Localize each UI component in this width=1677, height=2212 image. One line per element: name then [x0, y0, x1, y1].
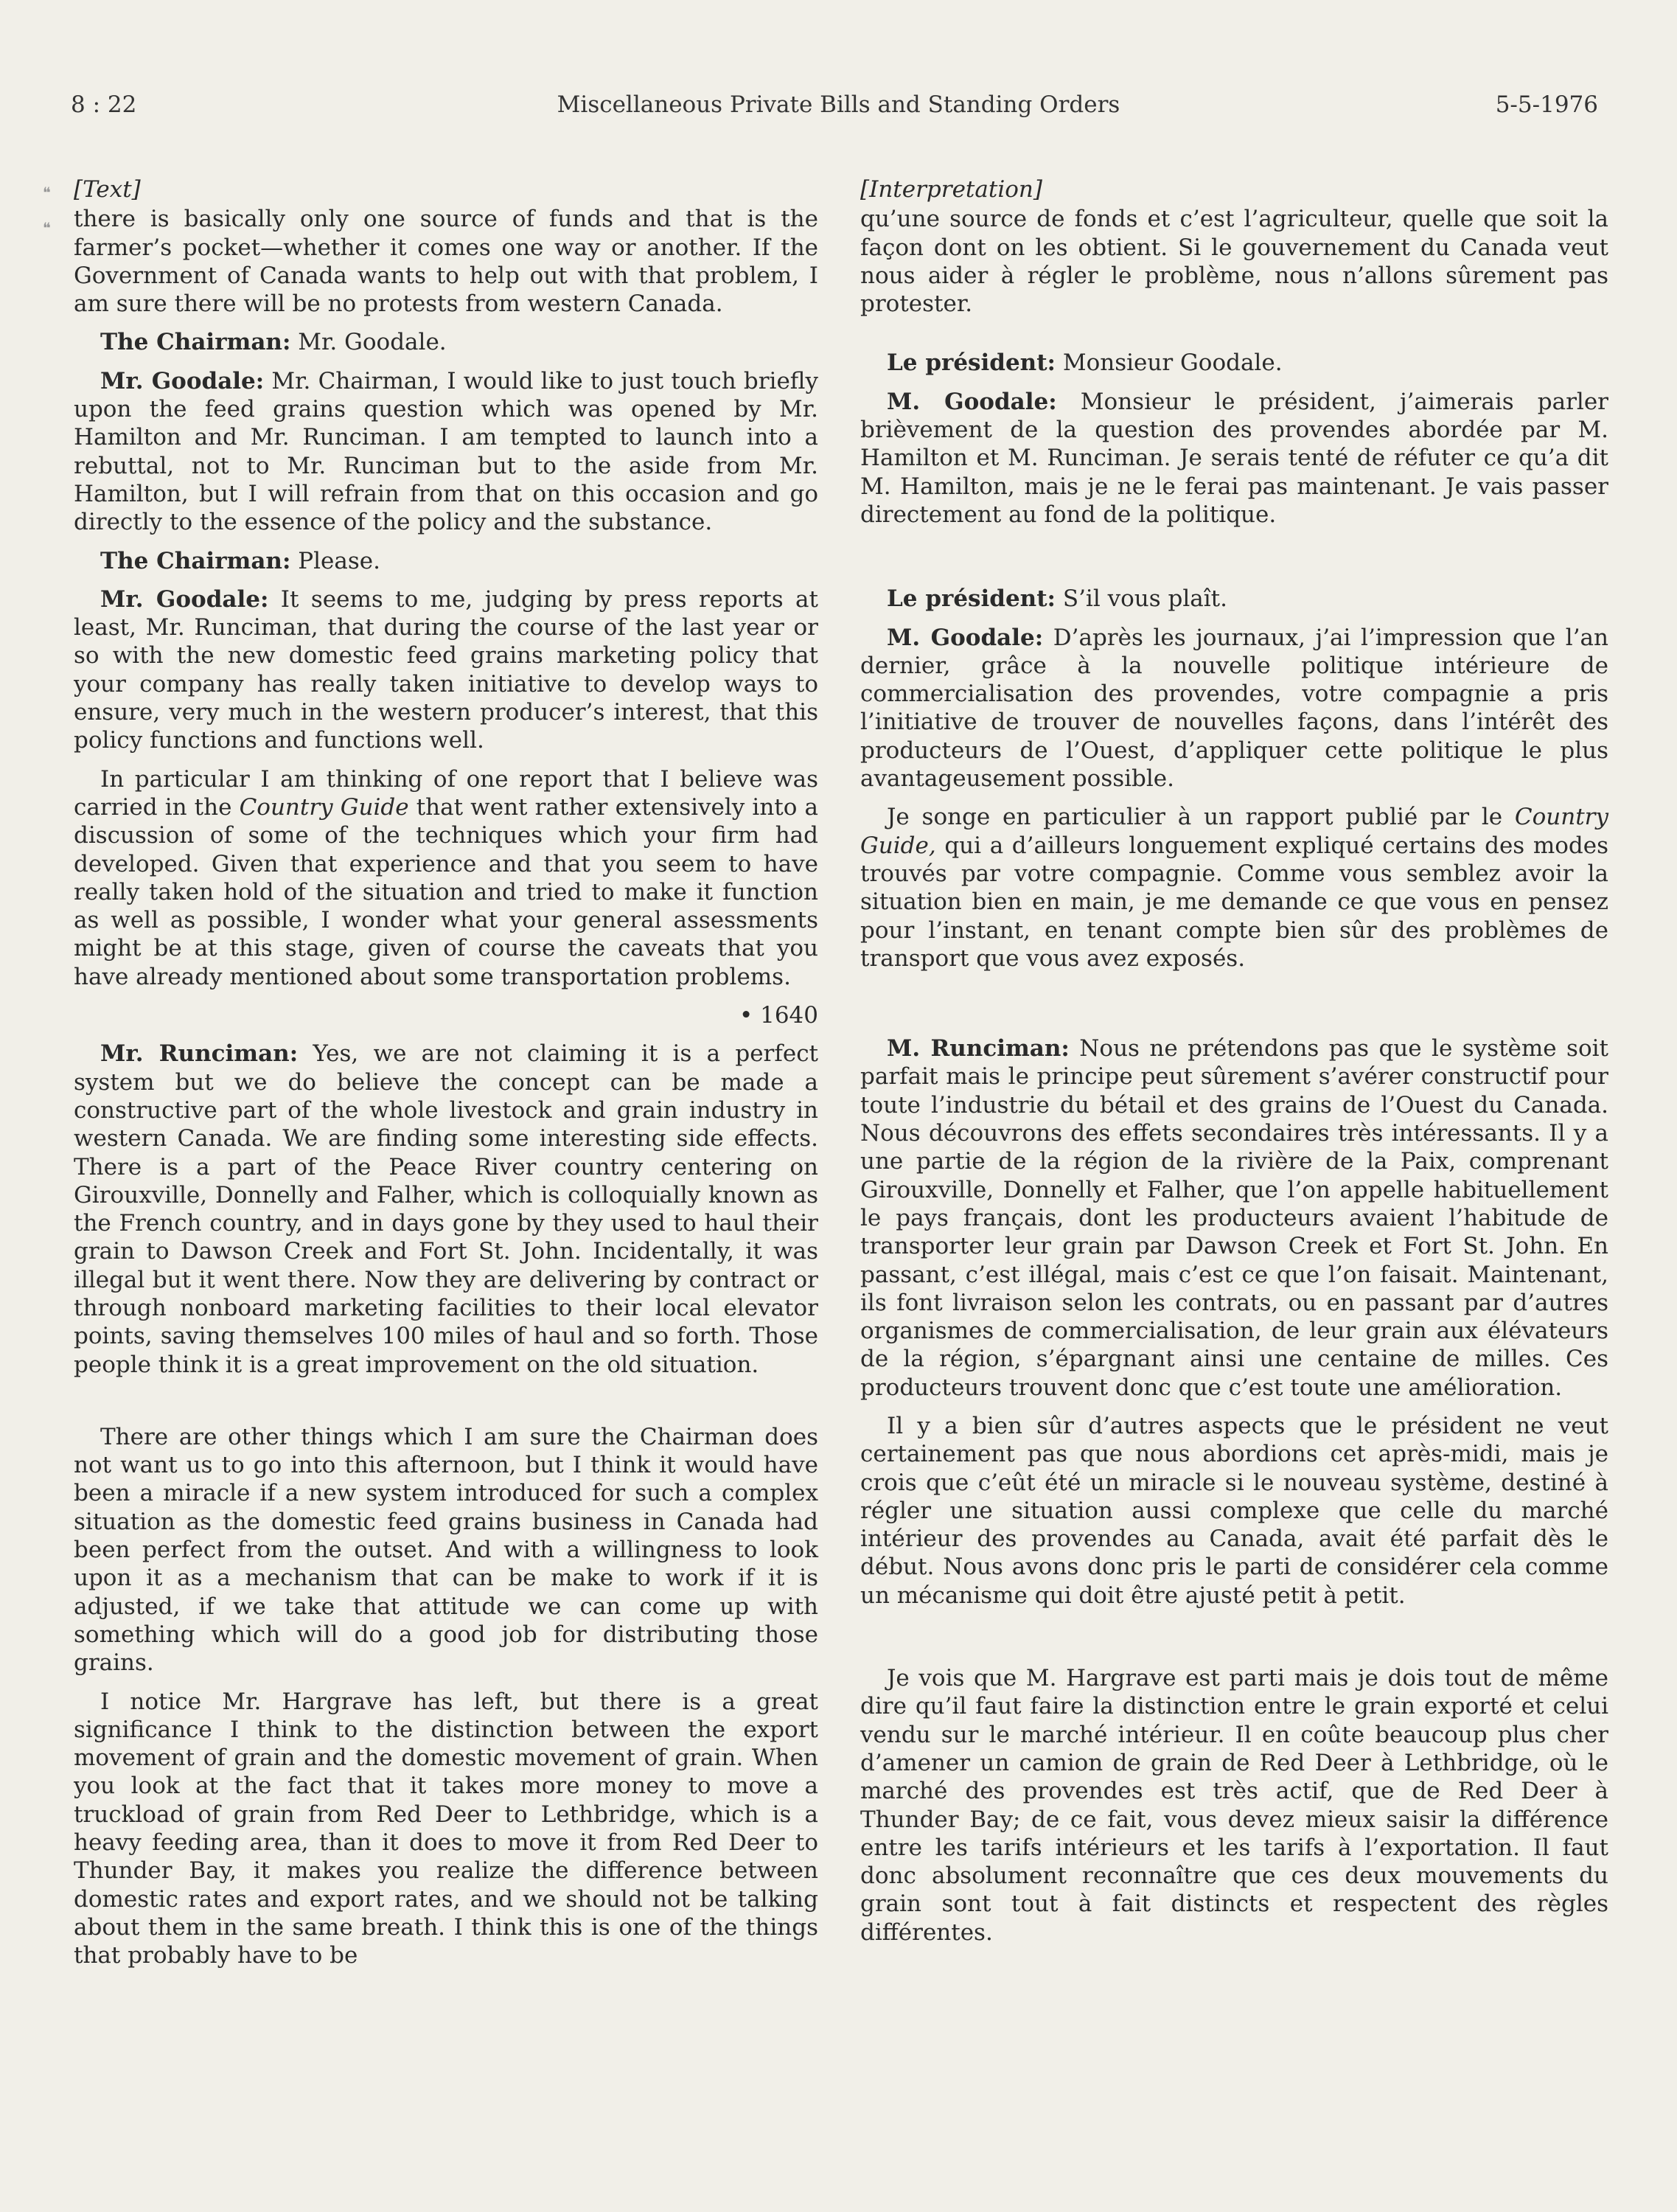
paragraph: I notice Mr. Hargrave has left, but there is a great significance I think to the distinction between the export movement of grain and the domestic movement of grain. When you look at the fact that it takes more money to move a truckload of grain from Red Deer to Lethbridge, which is a heavy feeding area, than it does to move it from Red Deer to Thunder Bay, it makes you realize the difference between domestic rates and export rates, and we should not be talking about them in the same breath. I think this is one of the things that probably have to be: [74, 1688, 818, 1969]
speech: It seems to me, judging by press reports at least, Mr. Runciman, that during the course of the last year or so with the new domestic feed grains marketing policy that your company has really taken initiative to develop ways to ensure, very much in the western producer’s interest, that this policy functions and functions well.: [74, 585, 819, 754]
paragraph: [860, 585, 1608, 613]
running-title: Miscellaneous Private Bills and Standing Orders: [557, 91, 1120, 118]
paragraph: [860, 803, 1608, 973]
publication-title: Country Guide,: [860, 804, 1608, 859]
paragraph: [74, 367, 818, 537]
speech: Monsieur le président, j’aimerais parler brièvement de la question des provendes abordée par M. Hamilton et M. Runciman. Je serais tenté de réfuter ce qu’a dit M. Hamilton, mais je ne le ferai pas maintenant. Je vais passer directement au fond de la politique.: [860, 388, 1609, 528]
paragraph: qu’une source de fonds et c’est l’agriculteur, quelle que soit la façon dont on les obtient. Si le gouvernement du Canada veut nous aider à régler le problème, nous n’allons sûrement pas protester.: [860, 206, 1608, 318]
paragraph: [74, 585, 818, 755]
text-run: qui a d’ailleurs longuement expliqué certains des modes trouvés par votre compagnie. Comme vous semblez avoir la situation bien en main, je me demande ce que vous en pensez pour l’instant, en tenant compte bien sûr des problèmes de transport que vous avez exposés.: [860, 832, 1608, 972]
speech: Mr. Goodale.: [290, 329, 447, 356]
speaker: M. Goodale:: [887, 388, 1057, 415]
speech: Nous ne prétendons pas que le système soit parfait mais le principe peut sûrement s’avérer constructif pour toute l’industrie du bétail et des grains de l’Ouest du Canada. Nous découvrons des effets secondaires très intéressants. Il y a une partie de la région de la rivière de la Paix, comprenant Girouxville, Donnelly et Falher, que l’on appelle habituellement le pays français, dont les producteurs avaient l’habitude de transporter leur grain par Dawson Creek et Fort St. John. En passant, c’est illégal, mais c’est ce que l’on faisait. Maintenant, ils font livraison selon les contrats, ou en passant par d’autres organismes de commercialisation, de leur grain aux élévateurs de la région, s’épargnant ainsi une centaine de milles. Ces producteurs trouvent donc que c’est toute une amélioration.: [860, 1035, 1609, 1401]
paragraph: There are other things which I am sure the Chairman does not want us to go into this afternoon, but I think it would have been a miracle if a new system introduced for such a complex situation as the domestic feed grains business in Canada had been perfect from the outset. And with a willingness to look upon it as a mechanism that can be make to work if it is adjusted, if we take that attitude we can come up with something which will do a good job for distributing those grains.: [74, 1423, 818, 1677]
english-column: [74, 175, 818, 1980]
speaker: The Chairman:: [100, 329, 291, 356]
paragraph: [860, 1034, 1608, 1402]
language-tag: [Interpretation]: [860, 176, 1042, 203]
text-run: that went rather extensively into a discussion of some of the techniques which your firm had developed. Given that experience and that you seem to have really taken hold of the situation and tried to make it function as well as possible, I wonder what your general assessments might be at this stage, given of course the caveats that you have already mentioned about some transportation problems.: [74, 793, 818, 990]
speaker: Le président:: [887, 585, 1056, 613]
speaker: Mr. Runciman:: [100, 1040, 299, 1068]
paragraph: there is basically only one source of funds and that is the farmer’s pocket—whether it comes one way or another. If the Government of Canada wants to help out with that problem, I am sure there will be no protests from western Canada.: [74, 206, 818, 318]
speaker: Mr. Goodale:: [100, 585, 269, 613]
time-stamp: • 1640: [739, 1002, 818, 1029]
speech: Please.: [290, 547, 380, 574]
page-number: 8 : 22: [71, 91, 137, 118]
speaker: Le président:: [887, 349, 1056, 377]
paragraph: Je vois que M. Hargrave est parti mais je dois tout de même dire qu’il faut faire la distinction entre le grain exporté et celui vendu sur le marché intérieur. Il en coûte beaucoup plus cher d’amener un camion de grain de Red Deer à Lethbridge, où le marché des provendes est très actif, que de Red Deer à Thunder Bay; de ce fait, vous devez mieux saisir la différence entre les tarifs intérieurs et les tarifs à l’exportation. Il faut donc absolument reconnaître que ces deux mouvements du grain sont tout à fait distincts et respectent des règles différentes.: [860, 1665, 1608, 1946]
paragraph: [860, 388, 1608, 529]
paragraph: [74, 328, 818, 356]
french-column: [860, 175, 1608, 1957]
paragraph: Il y a bien sûr d’autres aspects que le président ne veut certainement pas que nous abordions cet après-midi, mais je crois que c’eût été un miracle si le nouveau système, destiné à régler une situation aussi complexe que celle du marché intérieur des provendes au Canada, avait été parfait dès le début. Nous avons donc pris le parti de considérer cela comme un mécanisme qui doit être ajusté petit à petit.: [860, 1412, 1608, 1609]
paragraph: [74, 547, 818, 575]
speech: D’après les journaux, j’ai l’impression que l’an dernier, grâce à la nouvelle politique intérieure de commercialisation des provendes, votre compagnie a pris l’initiative de trouver de nouvelles façons, dans l’intérêt des producteurs de l’Ouest, d’appliquer cette politique le plus avantageusement possible.: [860, 624, 1609, 793]
publication-title: Country Guide: [239, 793, 409, 821]
speaker: Mr. Goodale:: [100, 367, 265, 394]
paragraph: [74, 765, 818, 991]
speaker: The Chairman:: [100, 547, 291, 574]
speech: S’il vous plaît.: [1055, 585, 1227, 613]
speaker: M. Runciman:: [887, 1035, 1070, 1062]
margin-mark: ❝: [43, 219, 51, 237]
speech: Monsieur Goodale.: [1055, 349, 1283, 377]
speech: Mr. Chairman, I would like to just touch briefly upon the feed grains question which was opened by Mr. Hamilton and Mr. Runciman. I am tempted to launch into a rebuttal, not to Mr. Runciman but to the aside from Mr. Hamilton, but I will refrain from that on this occasion and go directly to the essence of the policy and the substance.: [74, 367, 819, 536]
speaker: M. Goodale:: [887, 624, 1044, 651]
paragraph: [860, 349, 1608, 377]
margin-mark: ❝: [43, 184, 51, 201]
page-date: 5-5-1976: [1495, 91, 1598, 118]
paragraph: [860, 624, 1608, 793]
text-run: Je songe en particulier à un rapport publié par le: [887, 804, 1515, 831]
text-run: In particular I am thinking of one report that I believe was carried in the: [74, 765, 818, 821]
speech: Yes, we are not claiming it is a perfect system but we do believe the concept can be made a constructive part of the whole livestock and grain industry in western Canada. We are finding some interesting side effects. There is a part of the Peace River country centering on Girouxville, Donnelly and Falher, which is colloquially known as the French country, and in days gone by they used to haul their grain to Dawson Creek and Fort St. John. Incidentally, it was illegal but it went there. Now they are delivering by contract or through nonboard marketing facilities to their local elevator points, saving themselves 100 miles of haul and so forth. Those people think it is a great improvement on the old situation.: [74, 1040, 819, 1378]
paragraph: [74, 1040, 818, 1379]
language-tag: [Text]: [74, 176, 141, 203]
